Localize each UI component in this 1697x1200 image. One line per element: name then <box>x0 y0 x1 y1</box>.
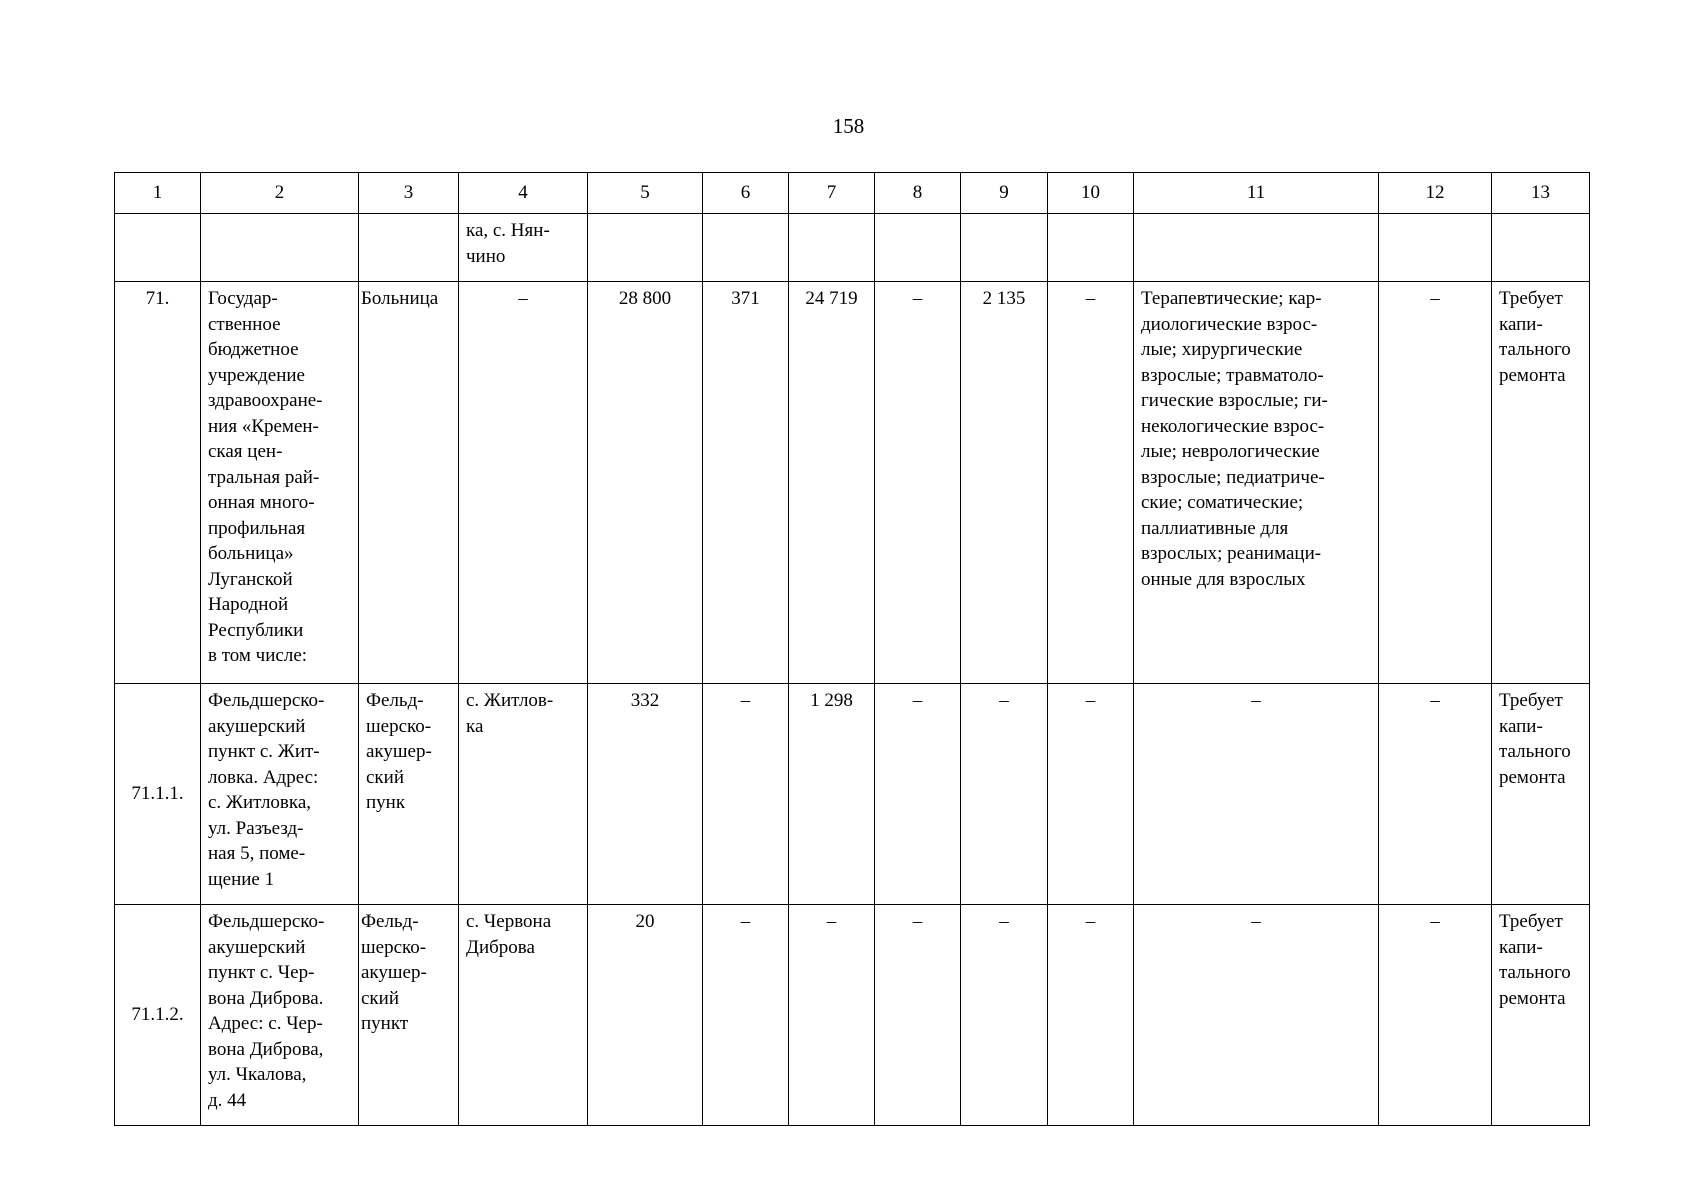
table-row <box>115 905 1590 1126</box>
page-number: 158 <box>832 114 865 138</box>
cell-name <box>201 214 359 282</box>
column-header: 11 <box>1134 173 1379 214</box>
cell-type: Фельд- шерско- акушер- ский пунк <box>359 684 459 905</box>
column-header: 13 <box>1492 173 1590 214</box>
column-header: 4 <box>459 173 588 214</box>
cell-col9: – <box>961 905 1048 1126</box>
cell-location: с. Житлов- ка <box>459 684 588 905</box>
cell-profiles: Терапевтические; кар- диологические взрос- лые; хирургические взрослые; травматоло- гические взрослые; ги- некологические взрос- лые; неврологические взрослые; педиатриче- ские; соматические; паллиативные для взрослых; реанимаци- онные для взрослых <box>1134 282 1379 684</box>
facilities-table <box>114 172 1590 1126</box>
cell-col10: – <box>1048 684 1134 905</box>
column-header: 7 <box>789 173 875 214</box>
column-header: 1 <box>115 173 201 214</box>
cell-number: 71.1.2. <box>115 905 201 1126</box>
column-header: 3 <box>359 173 459 214</box>
cell-col9: 2 135 <box>961 282 1048 684</box>
cell-col12: – <box>1379 684 1492 905</box>
cell-number <box>115 214 201 282</box>
cell-location: ка, с. Нян- чино <box>459 214 588 282</box>
column-header: 6 <box>703 173 789 214</box>
cell-type <box>359 214 459 282</box>
column-header: 10 <box>1048 173 1134 214</box>
cell-col6 <box>703 214 789 282</box>
cell-condition: Требует капи- тального ремонта <box>1492 282 1590 684</box>
cell-profiles: – <box>1134 684 1379 905</box>
table-row <box>115 282 1590 684</box>
cell-profiles <box>1134 214 1379 282</box>
cell-col5: 332 <box>588 684 703 905</box>
cell-condition: Требует капи- тального ремонта <box>1492 684 1590 905</box>
cell-col8: – <box>875 684 961 905</box>
cell-col12 <box>1379 214 1492 282</box>
column-header: 2 <box>201 173 359 214</box>
column-header: 8 <box>875 173 961 214</box>
cell-col7: – <box>789 905 875 1126</box>
column-header: 5 <box>588 173 703 214</box>
cell-condition: Требует капи- тального ремонта <box>1492 905 1590 1126</box>
cell-col9: – <box>961 684 1048 905</box>
table-row <box>115 684 1590 905</box>
cell-col12: – <box>1379 282 1492 684</box>
cell-name: Государ- ственное бюджетное учреждение здравоохране- ния «Кремен- ская цен- тральная рай- онная много- профильная больница» Луганской Народной Республики в том числе: <box>201 282 359 684</box>
cell-col6: – <box>703 905 789 1126</box>
cell-col7: 1 298 <box>789 684 875 905</box>
cell-col6: – <box>703 684 789 905</box>
cell-col10 <box>1048 214 1134 282</box>
cell-col10: – <box>1048 905 1134 1126</box>
cell-col5: 28 800 <box>588 282 703 684</box>
cell-number: 71.1.1. <box>115 684 201 905</box>
table-row <box>115 214 1590 282</box>
cell-col10: – <box>1048 282 1134 684</box>
cell-col8: – <box>875 905 961 1126</box>
cell-condition <box>1492 214 1590 282</box>
cell-col6: 371 <box>703 282 789 684</box>
cell-location: с. Червона Диброва <box>459 905 588 1126</box>
cell-profiles: – <box>1134 905 1379 1126</box>
cell-name: Фельдшерско- акушерский пункт с. Жит- ловка. Адрес: с. Житловка, ул. Разъезд- ная 5, поме- щение 1 <box>201 684 359 905</box>
cell-name: Фельдшерско- акушерский пункт с. Чер- вона Диброва. Адрес: с. Чер- вона Диброва, ул. Чкалова, д. 44 <box>201 905 359 1126</box>
cell-number: 71. <box>115 282 201 684</box>
cell-location: – <box>459 282 588 684</box>
column-header: 9 <box>961 173 1048 214</box>
table-header-row <box>115 173 1590 214</box>
cell-type: Больница <box>359 282 459 684</box>
cell-type: Фельд- шерско- акушер- ский пункт <box>359 905 459 1126</box>
cell-col12: – <box>1379 905 1492 1126</box>
cell-col7 <box>789 214 875 282</box>
cell-col5 <box>588 214 703 282</box>
column-header: 12 <box>1379 173 1492 214</box>
cell-col7: 24 719 <box>789 282 875 684</box>
cell-col9 <box>961 214 1048 282</box>
cell-col8 <box>875 214 961 282</box>
cell-col8: – <box>875 282 961 684</box>
cell-col5: 20 <box>588 905 703 1126</box>
